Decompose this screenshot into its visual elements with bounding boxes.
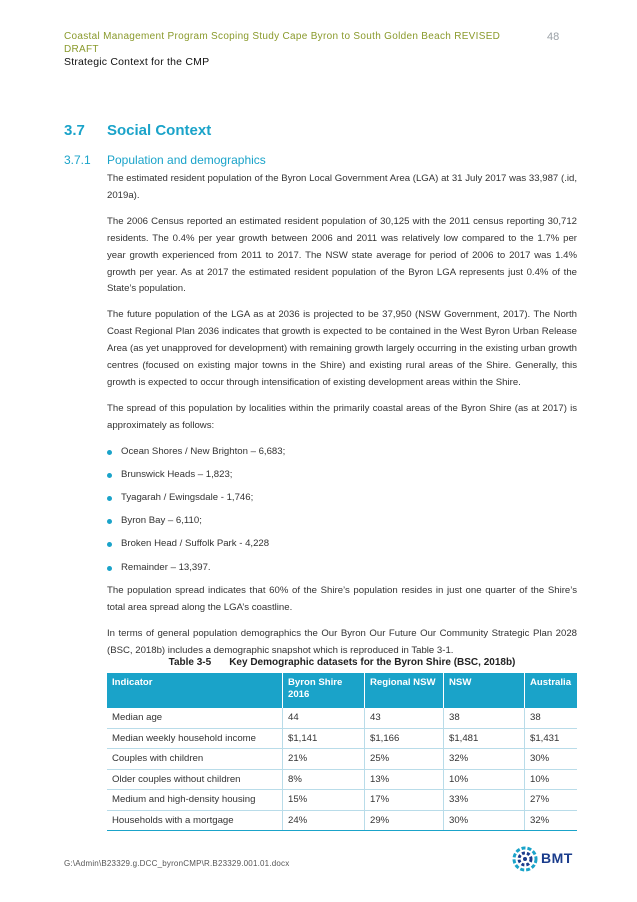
table-row [107,810,577,831]
table-cell: $1,431 [525,728,578,749]
table-cell: 15% [283,790,365,811]
paragraph: The population spread indicates that 60% of the Shire’s population resides in just one quarter of the Shire’s total area spread along the LGA’s coastline. [107,584,577,613]
body-text [107,171,577,668]
list-item: Remainder – 13,397. [107,560,577,576]
table-cell: 13% [365,769,444,790]
table-cell: 32% [444,749,525,770]
table-cell: 38 [525,708,578,728]
column-header: Australia [525,673,578,708]
paragraph: The estimated resident population of the Byron Local Government Area (LGA) at 31 July 2017 was 33,987 (.id, 2019a). [107,173,577,201]
paragraph: The 2006 Census reported an estimated resident population of 30,125 with the 2011 census reporting 30,712 residents. The 0.4% per year growth between 2006 and 2011 was relatively low compared to the 1.7% per year growth experienced from 2011 to 2017. The NSW state average for period of 2006 to 2017 was 1.4% growth per year. As at 2017 the estimated resident population of the Byron LGA represents just 0.4% of the State’s population. [107,215,577,295]
table-cell: 38 [444,708,525,728]
bullet-icon [107,496,112,501]
table-cell: 33% [444,790,525,811]
bullet-icon [107,450,112,455]
column-header: NSW [444,673,525,708]
section-number: 3.7 [64,122,85,139]
table-row [107,708,577,728]
table-cell: Medium and high-density housing [107,790,283,811]
table-header-row [107,673,577,708]
running-header-subtitle: Strategic Context for the CMP [64,56,210,68]
column-header: Indicator [107,673,283,708]
table-cell: 27% [525,790,578,811]
page-number: 48 [547,31,560,43]
bullet-icon [107,473,112,478]
table-cell: 17% [365,790,444,811]
table-cell: 25% [365,749,444,770]
bullet-icon [107,542,112,547]
table-cell: 44 [283,708,365,728]
list-item: Byron Bay – 6,110; [107,513,577,529]
bullet-icon [107,566,112,571]
table-cell: 29% [365,810,444,831]
column-header: Byron Shire 2016 [283,673,365,708]
list-item: Brunswick Heads – 1,823; [107,467,577,483]
locality-list [107,444,577,576]
subsection-number: 3.7.1 [64,153,91,167]
table-row [107,790,577,811]
section-title: Social Context [107,122,212,139]
table-cell: 43 [365,708,444,728]
footer-file-path: G:\Admin\B23329.g.DCC_byronCMP\R.B23329.001.01.docx [64,859,290,868]
bmt-logo-icon [512,846,540,872]
table-caption-label: Table 3-5 [168,657,212,668]
bmt-logo [512,846,574,872]
table-cell: $1,141 [283,728,365,749]
table-row [107,769,577,790]
table-cell: Older couples without children [107,769,283,790]
table-cell: 21% [283,749,365,770]
list-item: Tyagarah / Ewingsdale - 1,746; [107,490,577,506]
table-cell: $1,166 [365,728,444,749]
table-cell: Households with a mortgage [107,810,283,831]
table-caption-title: Key Demographic datasets for the Byron Shire (BSC, 2018b) [229,657,516,668]
list-item: Ocean Shores / New Brighton – 6,683; [107,444,577,460]
table-cell: Median weekly household income [107,728,283,749]
table-cell: 8% [283,769,365,790]
table-cell: 30% [525,749,578,770]
paragraph: The spread of this population by localities within the primarily coastal areas of the Byron Shire (as at 2017) is approximately as follows: [107,402,577,431]
running-header-title: Coastal Management Program Scoping Study Cape Byron to South Golden Beach REVISED DRAFT [64,31,501,55]
table-row [107,749,577,770]
table-cell: 10% [525,769,578,790]
subsection-title: Population and demographics [107,153,266,167]
table-cell: 10% [444,769,525,790]
paragraph: The future population of the LGA as at 2036 is projected to be 37,950 (NSW Government, 2017). The North Coast Regional Plan 2036 indicates that growth is expected to be contained in the West Byron Urban Release Area (as yet unapproved for development) with remaining growth largely occurring in the existing urban growth centres (focused on existing major towns in the Shire) and existing rural areas of the Shire. Generally, this growth is expected to occur through intensification of existing development areas within the Shire. [107,309,577,388]
column-header: Regional NSW [365,673,444,708]
table-cell: 24% [283,810,365,831]
bullet-icon [107,519,112,524]
paragraph: In terms of general population demographics the Our Byron Our Future Our Community Strategic Plan 2028 (BSC, 2018b) includes a demographic snapshot which is reproduced in Table 3-1. [107,627,577,656]
table-cell: 32% [525,810,578,831]
demographics-table [107,673,577,831]
table-caption [107,657,577,668]
table-cell: $1,481 [444,728,525,749]
table-row [107,728,577,749]
table-cell: Median age [107,708,283,728]
list-item: Broken Head / Suffolk Park - 4,228 [107,536,577,552]
table-cell: Couples with children [107,749,283,770]
bmt-logo-text: BMT [541,850,573,866]
table-cell: 30% [444,810,525,831]
